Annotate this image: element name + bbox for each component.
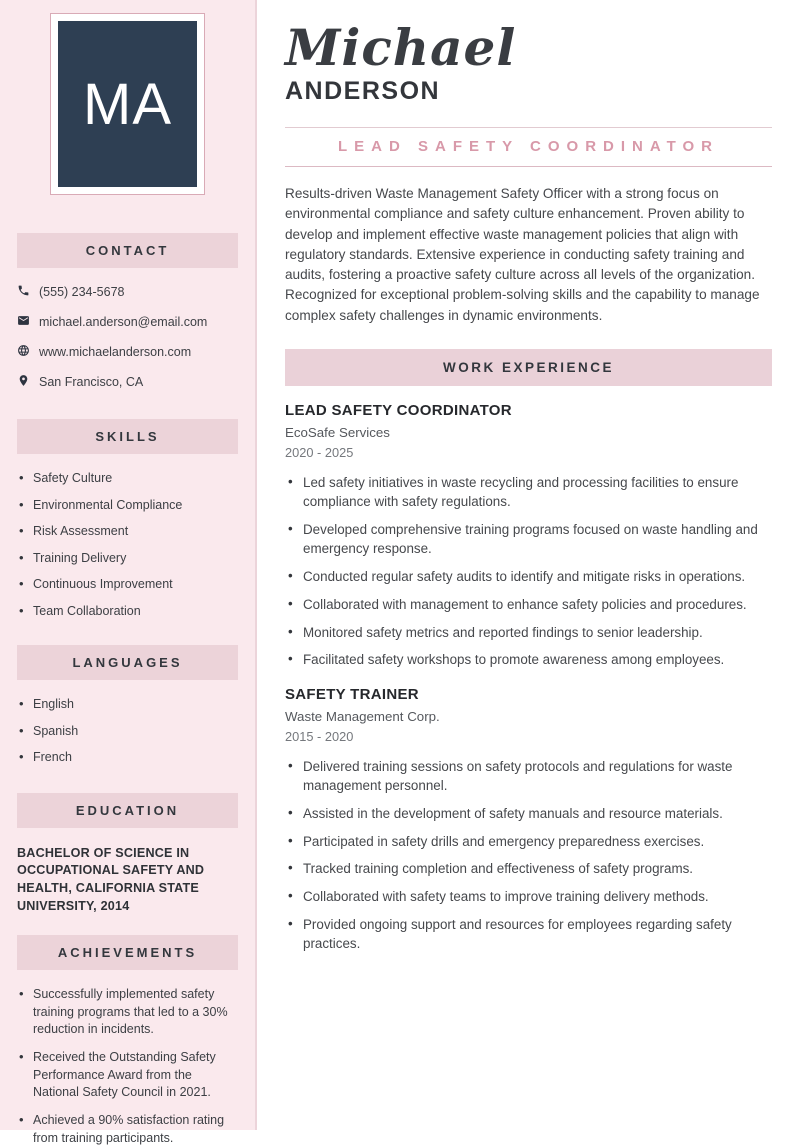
achievement-item: • Successfully implemented safety training programs that led to a 30% reduction in incidents. (17, 986, 238, 1039)
phone-icon (17, 284, 30, 300)
headline-divider-bottom (285, 166, 772, 167)
contact-website-value: www.michaelanderson.com (39, 345, 192, 359)
globe-icon (17, 344, 30, 360)
main-content (257, 0, 800, 1130)
achievement-item: • Received the Outstanding Safety Performance Award from the National Safety Council in 2021. (17, 1049, 238, 1102)
job-bullet: • Led safety initiatives in waste recycling and processing facilities to ensure compliance with safety regulations. (285, 473, 772, 512)
job-dates: 2015 - 2020 (285, 728, 354, 744)
education-section-header: EDUCATION (17, 793, 238, 828)
job-title: LEAD SAFETY COORDINATOR (285, 401, 512, 419)
job-bullet: • Facilitated safety workshops to promote awareness among employees. (285, 650, 772, 669)
email-icon (17, 314, 30, 330)
job-bullet: • Conducted regular safety audits to identify and mitigate risks in operations. (285, 567, 772, 586)
skill-item: • Environmental Compliance (17, 497, 238, 515)
job-bullet: • Participated in safety drills and emergency preparedness exercises. (285, 832, 772, 851)
professional-summary: Results-driven Waste Management Safety Officer with a strong focus on environmental compliance and safety culture enhancement. Proven ability to develop and implement effective waste management policies that align with regulatory standards. Extensive experience in conducting safety training and audits, fostering a proactive safety culture across all levels of the organization. Recognized for exceptional problem-solving skills and the capability to manage complex safety challenges in dynamic environments. (285, 186, 760, 323)
skill-item: • Risk Assessment (17, 523, 238, 541)
sidebar (0, 0, 257, 1145)
education-degree: BACHELOR OF SCIENCE IN OCCUPATIONAL SAFETY AND HEALTH, CALIFORNIA STATE UNIVERSITY, 2014 (17, 845, 205, 914)
location-pin-icon (17, 374, 30, 390)
languages-section-header: LANGUAGES (17, 645, 238, 680)
achievement-item: • Achieved a 90% satisfaction rating from training participants. (17, 1112, 238, 1147)
profile-initials: MA (83, 71, 172, 137)
headline-job-title: LEAD SAFETY COORDINATOR (337, 138, 719, 155)
job-dates: 2020 - 2025 (285, 444, 354, 460)
job-bullet: • Assisted in the development of safety manuals and resource materials. (285, 804, 772, 823)
contact-phone-value: (555) 234-5678 (39, 285, 125, 299)
skills-section-header: SKILLS (17, 419, 238, 454)
language-item: • French (17, 749, 238, 767)
contact-item-email (17, 314, 238, 330)
skill-item: • Safety Culture (17, 470, 238, 488)
contact-location-value: San Francisco, CA (39, 375, 144, 389)
job-entry-2 (285, 686, 772, 954)
language-item: • English (17, 696, 238, 714)
languages-list (17, 696, 238, 767)
achievements-list (17, 986, 238, 1147)
job-company: EcoSafe Services (285, 424, 390, 440)
contact-email-value: michael.anderson@email.com (39, 315, 208, 329)
contact-list (17, 284, 238, 390)
job-bullet: • Collaborated with safety teams to improve training delivery methods. (285, 887, 772, 906)
job-bullet-list (285, 473, 772, 670)
skill-item: • Continuous Improvement (17, 576, 238, 594)
contact-section-header: CONTACT (17, 233, 238, 268)
language-item: • Spanish (17, 723, 238, 741)
job-company: Waste Management Corp. (285, 708, 440, 724)
job-bullet-list (285, 757, 772, 954)
achievements-section-header: ACHIEVEMENTS (17, 935, 238, 970)
contact-item-location (17, 374, 238, 390)
job-bullet: • Monitored safety metrics and reported findings to senior leadership. (285, 623, 772, 642)
skill-item: • Team Collaboration (17, 603, 238, 621)
profile-photo-placeholder (58, 21, 197, 187)
profile-photo-frame (50, 13, 205, 195)
last-name: ANDERSON (285, 77, 441, 105)
job-title: SAFETY TRAINER (285, 685, 419, 703)
job-bullet: • Provided ongoing support and resources for employees regarding safety practices. (285, 915, 772, 954)
first-name: Michael (285, 18, 517, 77)
skills-list (17, 470, 238, 620)
job-bullet: • Tracked training completion and effectiveness of safety programs. (285, 859, 772, 878)
work-experience-section-header: WORK EXPERIENCE (285, 349, 772, 386)
job-bullet: • Developed comprehensive training programs focused on waste handling and emergency response. (285, 520, 772, 559)
job-bullet: • Delivered training sessions on safety protocols and regulations for waste management personnel. (285, 757, 772, 796)
job-entry-1 (285, 402, 772, 670)
contact-item-website (17, 344, 238, 360)
job-bullet: • Collaborated with management to enhance safety policies and procedures. (285, 595, 772, 614)
skill-item: • Training Delivery (17, 550, 238, 568)
contact-item-phone (17, 284, 238, 300)
